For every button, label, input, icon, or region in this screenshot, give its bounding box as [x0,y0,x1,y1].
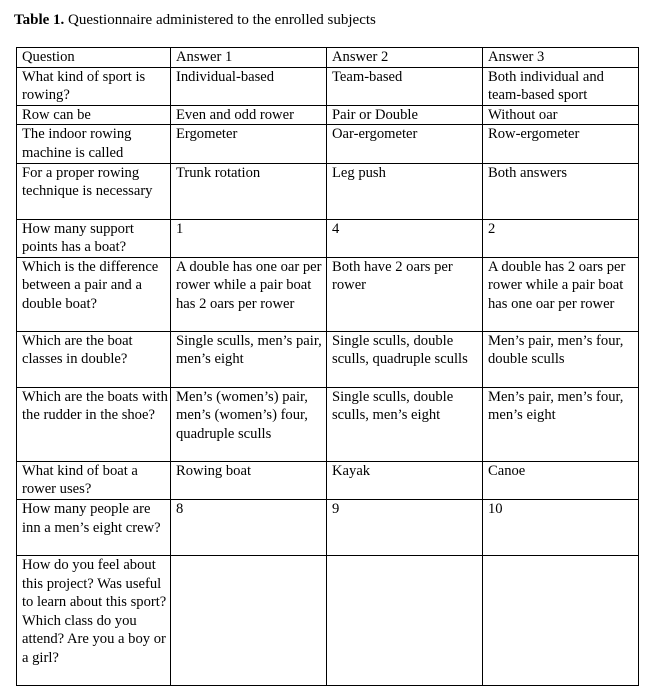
answer-cell: Both have 2 oars per rower [327,257,483,331]
table-caption [14,11,376,29]
question-cell: For a proper rowing technique is necessary [17,163,171,219]
table-row [17,67,639,105]
answer-cell: 4 [327,219,483,257]
table-row [17,105,639,125]
answer-cell: Single sculls, double sculls, quadruple sculls [327,331,483,387]
answer-cell: Even and odd rower [171,105,327,125]
answer-cell: Men’s (women’s) pair, men’s (women’s) four, quadruple sculls [171,387,327,461]
table-row [17,387,639,461]
table-row [17,125,639,163]
table-row [17,163,639,219]
answer-cell: Individual-based [171,67,327,105]
answer-cell: Both answers [483,163,639,219]
answer-cell [171,555,327,685]
answer-cell: Leg push [327,163,483,219]
answer-cell: Canoe [483,461,639,499]
table-row [17,461,639,499]
answer-cell: Both individual and team-based sport [483,67,639,105]
question-cell: What kind of boat a rower uses? [17,461,171,499]
answer-cell: 9 [327,499,483,555]
answer-cell: Trunk rotation [171,163,327,219]
table-row [17,219,639,257]
table-row [17,555,639,685]
answer-cell: Without oar [483,105,639,125]
answer-cell: Kayak [327,461,483,499]
answer-cell: Team-based [327,67,483,105]
answer-cell: Ergometer [171,125,327,163]
question-cell: Which is the difference between a pair and a double boat? [17,257,171,331]
answer-cell: Single sculls, men’s pair, men’s eight [171,331,327,387]
answer-cell: Rowing boat [171,461,327,499]
answer-cell: Oar-ergometer [327,125,483,163]
answer-cell: Pair or Double [327,105,483,125]
question-cell: How do you feel about this project? Was useful to learn about this sport? Which class do you attend? Are you a boy or a girl? [17,555,171,685]
question-cell: What kind of sport is rowing? [17,67,171,105]
header-cell: Answer 2 [327,48,483,68]
answer-cell: 8 [171,499,327,555]
header-cell: Answer 1 [171,48,327,68]
answer-cell [327,555,483,685]
answer-cell: A double has one oar per rower while a pair boat has 2 oars per rower [171,257,327,331]
answer-cell: Single sculls, double sculls, men’s eight [327,387,483,461]
table-row [17,331,639,387]
answer-cell: 10 [483,499,639,555]
table-header-row [17,48,639,68]
answer-cell: Men’s pair, men’s four, men’s eight [483,387,639,461]
question-cell: How many support points has a boat? [17,219,171,257]
answer-cell: A double has 2 oars per rower while a pair boat has one oar per rower [483,257,639,331]
question-cell: Which are the boat classes in double? [17,331,171,387]
question-cell: Which are the boats with the rudder in the shoe? [17,387,171,461]
caption-label: Table 1. [14,12,65,28]
answer-cell: 2 [483,219,639,257]
caption-text: Questionnaire administered to the enrolled subjects [64,12,376,28]
answer-cell [483,555,639,685]
answer-cell: 1 [171,219,327,257]
question-cell: How many people are inn a men’s eight crew? [17,499,171,555]
answer-cell: Men’s pair, men’s four, double sculls [483,331,639,387]
table-row [17,499,639,555]
question-cell: The indoor rowing machine is called [17,125,171,163]
questionnaire-table [16,47,639,686]
header-cell: Answer 3 [483,48,639,68]
answer-cell: Row-ergometer [483,125,639,163]
table-row [17,257,639,331]
header-cell: Question [17,48,171,68]
question-cell: Row can be [17,105,171,125]
